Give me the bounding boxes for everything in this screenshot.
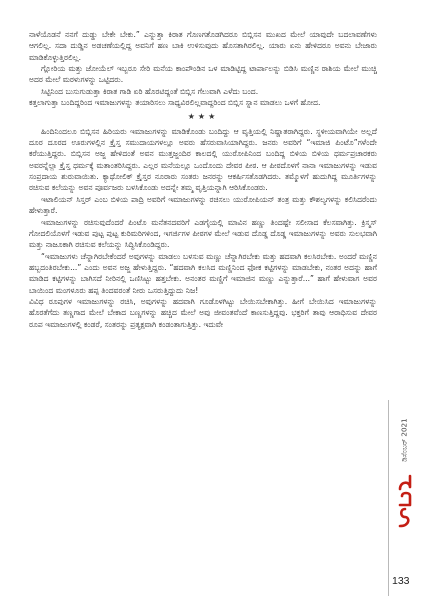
issue-date bbox=[397, 411, 413, 469]
page-number: 133 bbox=[392, 575, 410, 587]
magazine-logo bbox=[397, 472, 413, 530]
article-paragraph: ಕತ್ತಲಾಗುತ್ತಾ ಬಂದಿದ್ದರಿಂದ ಇಮಾಜುಗಳನ್ನು ತಯಾರಿಸಲು ಸಾಧ್ಯವಿರಲಿಲ್ಲವಾದ್ದರಿಂದ ಬಿಬ್ಲಿಸ ಸ್ನಾನ ಮಾಡಲು ಒಳಗೆ ಹೋದ. bbox=[29, 98, 321, 108]
article-paragraph: “ಇಮಾಜುಗಳು ಚೆನ್ನಾಗಿರಬೇಕೆಂದರೆ ಅವುಗಳನ್ನು ಮಾಡಲು ಬಳಸುವ ಮಣ್ಣು ಚೆನ್ನಾಗಿರಬೇಕು ಮತ್ತು ಹದವಾಗಿ ಕಲಸಿರಬೇಕು. ಅಂದರೆ ಮಣ್ಣಿನ ಹಬ್ಬದಂತಿರಬೇಕು...” ಎಂದು ಅವನ ಅಜ್ಜ ಹೇಳುತ್ತಿದ್ದರು. “ಹದವಾಗಿ ಕಲಸಿದ ಮಣ್ಣಿನಿಂದ ಫೋಕ ಕಟ್ಟಿಗಳನ್ನು ಮಾಡಬೇಕು, ನಂತರ ಅದನ್ನು ಹಾಗೆ ಮಾಡಿದ ಕಟ್ಟಿಗಳನ್ನು ಬಾಗಿಸದೆ ನೀರಿನಲ್ಲಿ ಒಣಿಸಿಟ್ಟು ಹತ್ತಬೇಕು. ಅನಂತರ ಮಣ್ಣಿಗೆ ಇಮಾಜಿನ ಮಣ್ಣು ಎನ್ನುತ್ತಾರೆ...” ಹಾಗೆ ಹೇಳುವಾಗ ಅವರ ಬಾಯಿಂದ ಮಂಗಳೂರು ಹಪ್ಪ ತಿಂದವರಂತೆ ನೀರು ಒಸರುತ್ತಿದ್ದುದು ನಿಜ! bbox=[29, 251, 377, 295]
article-paragraph: ಇಮಾಜುಗಳನ್ನು ರಚಿಸುವುದೆಂದರೆ ಪಿಂಟೊ ಮನೆತನದವರಿಗೆ ಎಡಗೈಯಲ್ಲಿ ಮಾವಿನ ಹಣ್ಣು ತಿಂದಷ್ಟೇ ಸಲೀಸಾದ ಕೆಲಸವಾಗಿತ್ತು. ಕ್ರಿಸ್ಮಸ್ ಗೋದಲಿಯೊಳಗೆ ಇಡುವ ಪುಟ್ಟ ಪುಟ್ಟ ಕುರಿಮರಿಗಳಿಂದ, ಇಗರ್ಜಿಗಳ ಪೀಠಗಳ ಮೇಲೆ ಇಡುವ ದೊಡ್ಡ ದೊಡ್ಡ ಇಮಾಜುಗಳನ್ನು ಅವರು ಸುಲಭವಾಗಿ ಮತ್ತು ನಾಜೂಕಾಗಿ ರಚಿಸುವ ಕಲೆಯನ್ನು ಸಿದ್ಧಿಸಿಕೊಂಡಿದ್ದರು. bbox=[29, 217, 377, 250]
article-paragraph: ಇಟಾಲಿಯನ್ ಸಿಸ್ತರ್ ಎಂಬ ಬಿಳಿಯ ಪಾದ್ರಿ ಅವರಿಗೆ ಇಮಾಜುಗಳನ್ನು ರಚಿಸಲು ಯುರೋಪಿಯನ್ ತಂತ್ರ ಮತ್ತು ಕೌಶಲ್ಯಗಳನ್ನು ಕಲಿಸಿದರೆಂದು ಹೇಳುತ್ತಾರೆ. bbox=[29, 194, 377, 216]
section-divider: ★★★ bbox=[187, 112, 219, 122]
article-body bbox=[29, 29, 377, 330]
article-paragraph: ಗ್ಲೋರಿಯ ಮತ್ತು ಜೋಯೆಲ್ ಇಬ್ಬರೂ ಸೇರಿ ಮನೆಯ ಕಾಂಪೌಂಡಿನ ಒಳ ಮಾಡಿಟ್ಟಿದ್ದ ಟಾರ್ಪಾಲನ್ನು ಬಿಡಿಸಿ ಮಣ್ಣಿನ ರಾಶಿಯ ಮೇಲೆ ಮುಚ್ಚಿ ಅದರ ಮೇಲೆ ಮರಳುಗಳನ್ನು ಒಟ್ಟಿದರು. bbox=[29, 64, 377, 85]
article-paragraph: ವಿವಿಧ ರೂಪುಗಳ ಇಮಾಜುಗಳನ್ನು ರಚಿಸಿ, ಅವುಗಳನ್ನು ಹದವಾಗಿ ಗೂಡೊಳಗಿಟ್ಟು ಬೇಯಿಸಬೇಕಾಗಿತ್ತು. ಹೀಗೆ ಬೇಯಿಸಿದ ಇಮಾಜುಗಳನ್ನು ಹೊರತೆಗೆದು ತಣ್ಣಗಾದ ಮೇಲೆ ಬೇಕಾದ ಬಣ್ಣಗಳನ್ನು ಹಚ್ಚಿದ ಮೇಲೆ ಅವು ಜೀವಂತವೆಂದೆ ಕಾಣಸುತ್ತಿದ್ದವು. ಭಕ್ತರಿಗೆ ತಾವು ಆರಾಧಿಸುವ ದೇವರ ರೂಪ ಇಮಾಜುಗಳಲ್ಲಿ ಕಂಡರೆ, ಸಂತರನ್ನು ಪ್ರತ್ಯಕ್ಷವಾಗಿ ಕಂಡಂತಾಗುತ್ತಿತ್ತು. ಇದುವೇ bbox=[29, 296, 377, 329]
issue-date-text: ಡಿಸೆಂಬರ್ 2021 bbox=[400, 418, 410, 462]
article-paragraph: ಹಿಂದಿನಿಂದಲೂ ಬಿಬ್ಲಿಸನ ಹಿರಿಯರು ಇಮಾಜುಗಳನ್ನು ಮಾಡಿಕೊಂಡು ಬಂದಿದ್ದು ಆ ವೃತ್ತಿಯಲ್ಲಿ ನಿಷ್ಣಾತರಾಗಿದ್ದರು. ಸ್ಥಳೀಯವಾಗಿಯೇ ಅಲ್ಲದೆ ದೂರ ದೂರದ ಊರುಗಳಲ್ಲಿನ ಕ್ರೈಸ್ತ ಸಮುದಾಯಗಳಲ್ಲೂ ಅವರು ಹೆಸರುವಾಸಿಯಾಗಿದ್ದರು. ಜನರು ಅವರಿಗೆ “ಇಮಾಜಿ ಪಿಂಟೊ”ಗಳೆಂದೇ ಕರೆಯುತ್ತಿದ್ದರು. ಬಿಬ್ಲಿಸನ ಅಜ್ಜ ಹೇಳಿದಂತೆ ಅವನ ಮುತ್ತಜ್ಜಂದಿರ ಕಾಲದಲ್ಲಿ ಯುರೋಪಿನಿಂದ ಬಂದಿದ್ದ ಬಿಳಿಯ ಬಿಳಿಯ ಧರ್ಮಪ್ರಚಾರಕರು ಅವರನ್ನೆಲ್ಲಾ ಕ್ರೈಸ್ತ ಧರ್ಮಕ್ಕೆ ಮತಾಂತರಿಸಿದ್ದರು. ಎಲ್ಲರ ಮನೆಯಲ್ಲೂ ಒಂದೊಂದು ದೇವರ ಪೀಠ. ಆ ಪೀಠದೊಳಗೆ ನಾನಾ ಇಮಾಜುಗಳನ್ನು ಇಡುವ ಸಂಪ್ರದಾಯ ಶುರುವಾಯಿತು. ಕ್ಯಾಥೋಲಿಕ್ ಕ್ರೈಸ್ತರ ನೂರಾರು ಸಂತರು ಜನರನ್ನು ಆಕರ್ಷಿಸತೊಡಗಿದರು. ತಮ್ಮೊಳಗೆ ಹುದುಗಿದ್ದ ಮೂರ್ತಿಗಳನ್ನು ರಚಿಸುವ ಕಲೆಯನ್ನು ಅವನ ಪೂರ್ವಜರು ಬಳಸಿಕೊಂಡು ಅದನ್ನೇ ತಮ್ಮ ವೃತ್ತಿಯನ್ನಾಗಿ ಆರಿಸಿಕೊಂಡರು. bbox=[29, 126, 377, 193]
article-paragraph: ನಾಳೆಯೊಡನೆ ನನಗೆ ದುಡ್ಡು ಬೇಕೇ ಬೇಕು.” ಎನ್ನುತ್ತಾ ಕಿರಾತ ಗೊಣಗತೊಡಗಿದರೂ ಬಿಬ್ಲಿಸನ ಮುಖದ ಮೇಲೆ ಯಾವುದೇ ಬದಲಾವಣೆಗಳು ಆಗಲಿಲ್ಲ. ಸದಾ ದುಡ್ಡಿನ ಅಡಚಣೆಯಲ್ಲಿದ್ದ ಅವನಿಗೆ ಹಣ ಬಾಕಿ ಉಳಿಸುವುದು ಹೊಸತಾಗಿರಲಿಲ್ಲ. ಯಾರು ಏನು ಹೇಳಿದರೂ ಅವನು ಬೇಜಾರು ಮಾಡಿಕೊಳ್ಳುತ್ತಿರಲಿಲ್ಲ. bbox=[29, 30, 377, 62]
margin-divider-line bbox=[388, 400, 389, 596]
article-paragraph: ಸಿಟ್ಟಿನಿಂದ ಬುಸುಗುಡುತ್ತಾ ಕಿರಾತ ಗಾಡಿ ಏರಿ ಹೊರಟಿದ್ದಂತೆ ಬಿಬ್ಲಿಸ ಗೆಲುವಾಗಿ ಎಳೆದು ಬಂದ. bbox=[41, 86, 259, 96]
